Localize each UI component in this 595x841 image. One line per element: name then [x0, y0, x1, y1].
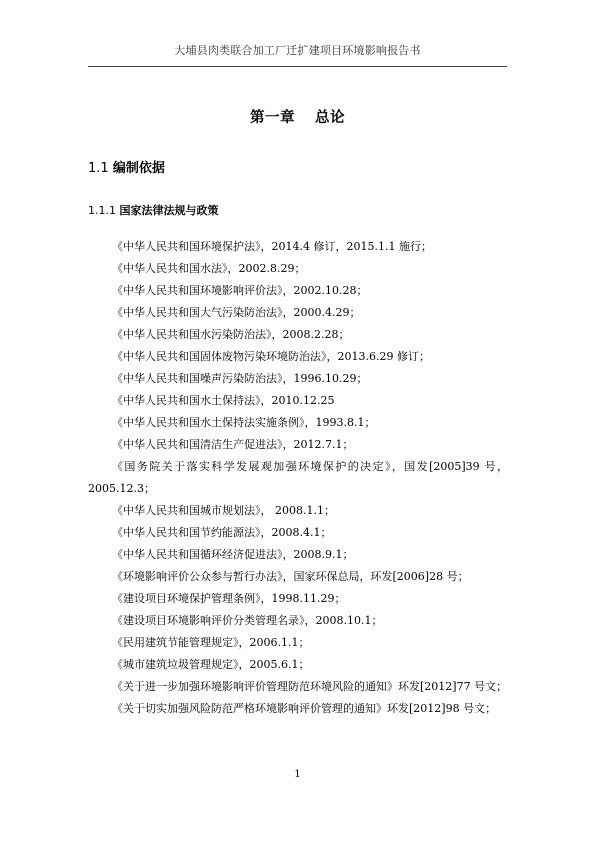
list-item: 《中华人民共和国环境影响评价法》，2002.10.28；: [112, 284, 368, 297]
subsection-number: 1.1.1: [88, 204, 116, 217]
list-item: 《中华人民共和国水污染防治法》，2008.2.28；: [112, 328, 350, 341]
list-item: 《中华人民共和国水法》，2002.8.29；: [112, 262, 306, 275]
list-item: 《中华人民共和国清洁生产促进法》，2012.7.1；: [112, 438, 354, 451]
list-item: 《建设项目环境保护管理条例》，1998.11.29；: [112, 592, 346, 605]
page-number: 1: [294, 769, 301, 780]
list-item: 《中华人民共和国环境保护法》，2014.4 修订，2015.1.1 施行；: [112, 240, 432, 253]
list-item: 《中华人民共和国噪声污染防治法》，1996.10.29；: [112, 372, 368, 385]
chapter-heading: [0, 106, 595, 127]
list-item: 《国务院关于落实科学发展观加强环境保护的决定》，国发[2005]39 号，2005.12.3；: [88, 460, 508, 495]
list-item: 《关于进一步加强环境影响评价管理防范环境风险的通知》环发[2012]77 号文；: [112, 680, 508, 693]
chapter-name: 总论: [315, 110, 345, 126]
list-item: 《城市建筑垃圾管理规定》，2005.6.1；: [112, 658, 310, 671]
subsection-title: 国家法律法规与政策: [119, 204, 219, 217]
chapter-number: 第一章: [250, 110, 295, 126]
list-item: 《中华人民共和国水土保持法实施条例》，1993.8.1；: [112, 416, 376, 429]
subsection-heading: [88, 202, 219, 218]
list-item: 《中华人民共和国城市规划法》， 2008.1.1；: [112, 504, 335, 517]
section-number: 1.1: [88, 161, 109, 176]
regulation-list: [88, 236, 508, 720]
list-item: 《民用建筑节能管理规定》，2006.1.1；: [112, 636, 310, 649]
running-header: 大埔县肉类联合加工厂迁扩建项目环境影响报告书: [174, 44, 421, 57]
list-item: 《中华人民共和国大气污染防治法》，2000.4.29；: [112, 306, 361, 319]
list-item: 《中华人民共和国节约能源法》，2008.4.1；: [112, 526, 332, 539]
list-item: 《建设项目环境影响评价分类管理名录》，2008.10.1；: [112, 614, 383, 627]
list-item: 《关于切实加强风险防范严格环境影响评价管理的通知》环发[2012]98 号文；: [112, 702, 497, 715]
list-item: 《中华人民共和国循环经济促进法》，2008.9.1；: [112, 548, 354, 561]
list-item: 《中华人民共和国固体废物污染环境防治法》，2013.6.29 修订；: [112, 350, 430, 363]
list-item: 《环境影响评价公众参与暂行办法》，国家环保总局，环发[2006]28 号；: [112, 570, 469, 583]
list-item: 《中华人民共和国水土保持法》，2010.12.25: [112, 394, 335, 407]
section-title: 编制依据: [112, 161, 165, 176]
section-heading: [88, 157, 165, 176]
header-divider: [88, 66, 507, 67]
